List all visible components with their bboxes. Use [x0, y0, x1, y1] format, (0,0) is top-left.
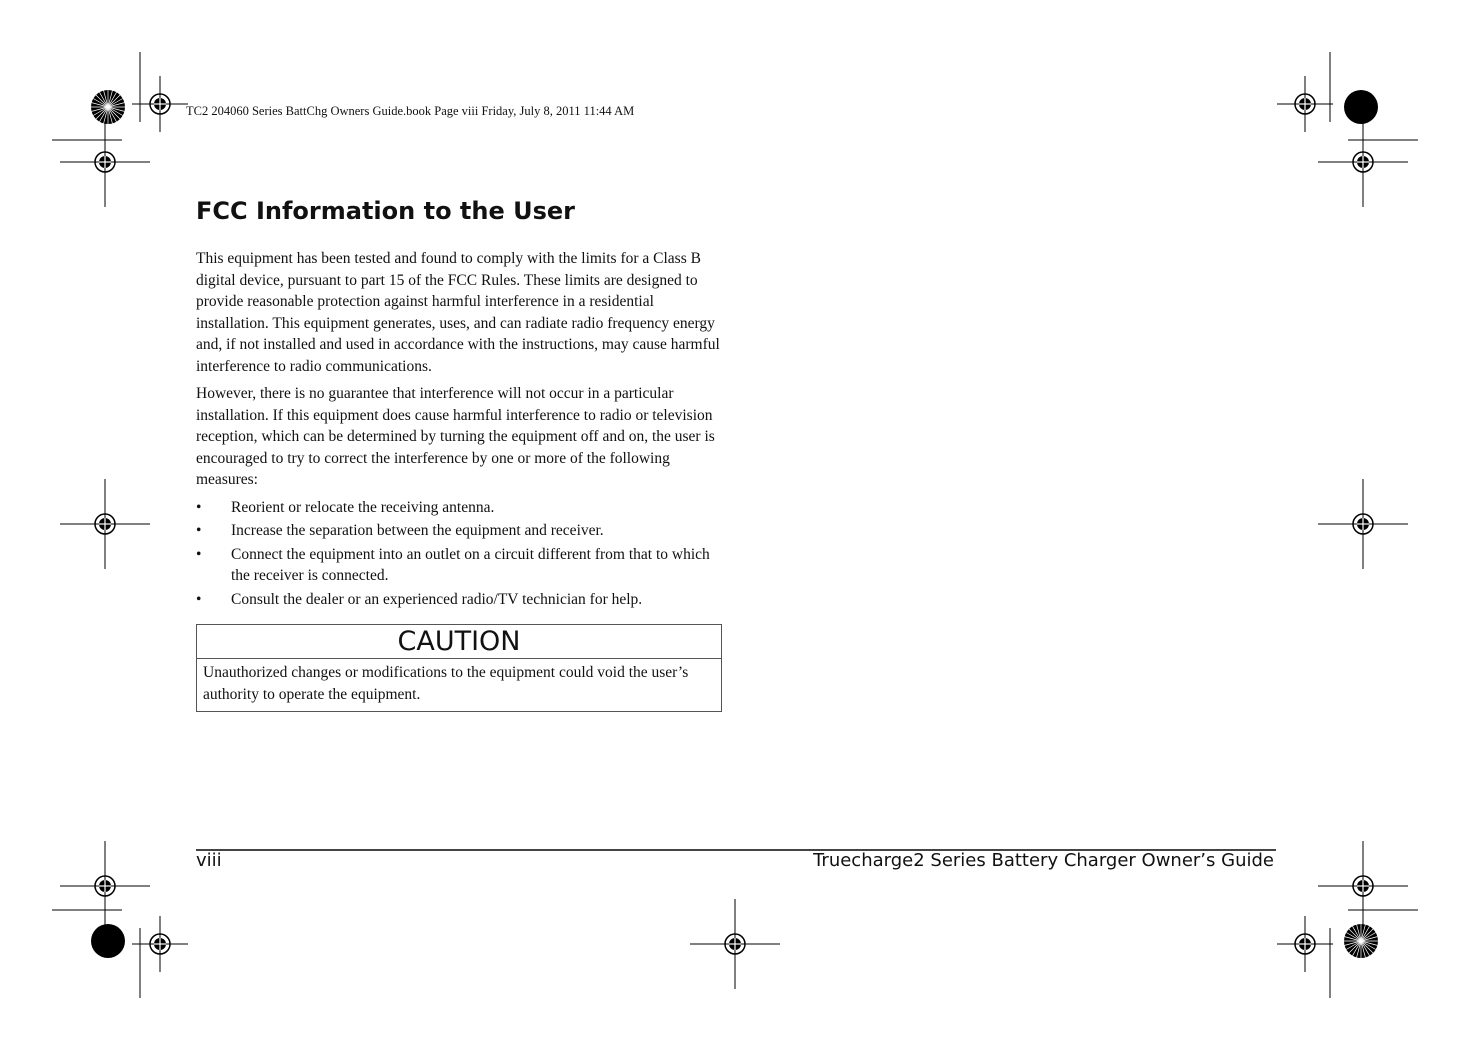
paragraph-compliance: This equipment has been tested and found to comply with the limits for a Class B digital device, pursuant to part 15 of the FCC Rules. These limits are designed to provide reasonable protection against harmful interference in a residential installation. This equipment generates, uses, and can radiate radio frequency energy and, if not installed and used in accordance with the instructions, may cause harmful interference to radio communications.: [196, 250, 720, 375]
list-item-text: Increase the separation between the equipment and receiver.: [231, 522, 604, 539]
registration-target-icon: [60, 117, 150, 207]
caution-box: [196, 624, 722, 712]
solid-dot-icon: [91, 924, 125, 958]
list-item-text: Consult the dealer or an experienced radio/TV technician for help.: [231, 590, 643, 608]
list-item: [196, 589, 726, 611]
registration-target-icon: [1277, 76, 1333, 132]
registration-target-icon: [60, 841, 150, 931]
page-number: viii: [196, 850, 222, 871]
print-slug: TC2 204060 Series BattChg Owners Guide.book Page viii Friday, July 8, 2011 11:44 AM: [186, 104, 635, 118]
registration-target-icon: [60, 479, 150, 569]
caution-text: Unauthorized changes or modifications to the equipment could void the user’s authority to operate the equipment.: [203, 664, 689, 703]
bullet-glyph: •: [196, 545, 202, 563]
caution-heading: CAUTION: [197, 625, 721, 659]
starburst-icon: [1344, 924, 1378, 958]
paragraph-no-guarantee: However, there is no guarantee that interference will not occur in a particular installation. If this equipment does cause harmful interference to radio or television reception, which can be determined by turning the equipment off and on, the user is encouraged to try to correct the interference by one or more of the following measures:: [196, 385, 715, 488]
registration-target-icon: [1318, 117, 1408, 207]
starburst-icon: [91, 90, 125, 124]
list-item: [196, 544, 726, 587]
bullet-glyph: •: [196, 522, 202, 539]
section-title: FCC Information to the User: [196, 197, 575, 225]
registration-target-icon: [1318, 841, 1408, 931]
bullet-glyph: •: [196, 498, 202, 516]
list-item: [196, 520, 726, 542]
list-item-text: Connect the equipment into an outlet on a circuit different from that to which the receiver is connected.: [231, 545, 710, 584]
registration-target-icon: [690, 899, 780, 989]
registration-target-icon: [1318, 479, 1408, 569]
bullet-glyph: •: [196, 590, 202, 608]
list-item-text: Reorient or relocate the receiving antenna.: [231, 498, 495, 516]
solid-dot-icon: [1344, 90, 1378, 124]
measures-list: [196, 497, 726, 611]
list-item: [196, 497, 726, 519]
guide-title: Truecharge2 Series Battery Charger Owner’s Guide: [813, 850, 1274, 871]
registration-target-icon: [1277, 916, 1333, 972]
fcc-section: [196, 194, 726, 612]
